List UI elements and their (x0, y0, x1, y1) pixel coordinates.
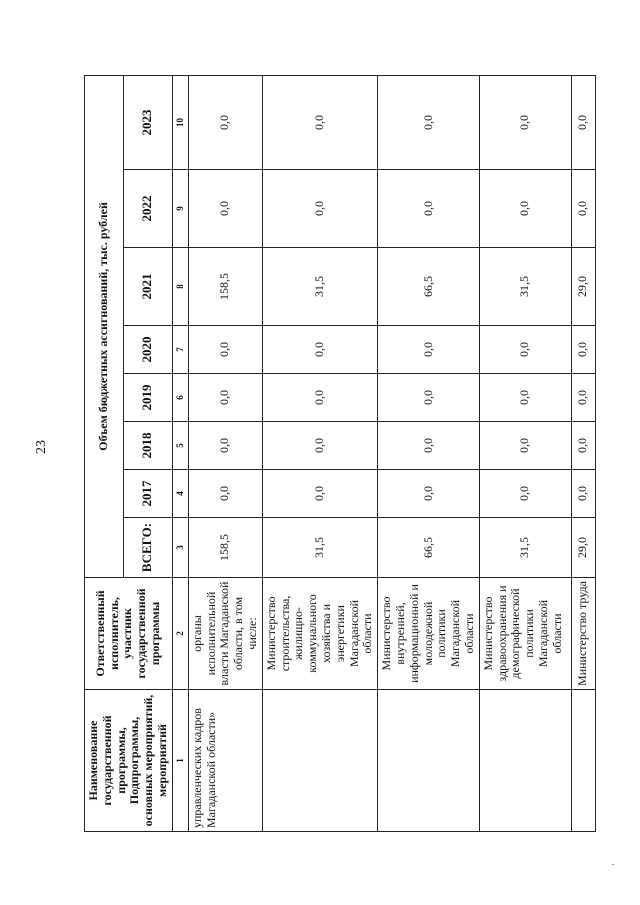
column-number-cell: 4 (172, 470, 188, 518)
column-number-cell: 6 (172, 374, 188, 422)
row-value-cell: 0,0 (571, 170, 595, 248)
column-number-cell: 1 (172, 690, 188, 832)
row-value-cell: 0,0 (479, 170, 571, 248)
row-value-cell: 158,5 (188, 248, 262, 326)
row-value-cell: 0,0 (479, 326, 571, 374)
row-value-cell: 0,0 (571, 326, 595, 374)
table-row (188, 75, 262, 831)
column-number-cell: 3 (172, 518, 188, 578)
row-value-cell: 0,0 (378, 326, 480, 374)
row-executor-cell: Министерство здравоохранения и демографической политики Магаданской области (479, 578, 571, 690)
row-value-cell: 0,0 (571, 422, 595, 470)
table-row (479, 75, 571, 831)
row-value-cell: 0,0 (262, 422, 377, 470)
budget-table (84, 75, 596, 832)
page-number: 23 (34, 440, 49, 454)
table-row (571, 75, 595, 831)
row-name-cell (571, 690, 595, 832)
row-name-cell: управленческих кадров Магаданской области» (188, 690, 262, 832)
row-value-cell: 31,5 (479, 248, 571, 326)
row-value-cell: 0,0 (479, 422, 571, 470)
row-value-cell: 0,0 (188, 470, 262, 518)
row-value-cell: 0,0 (571, 374, 595, 422)
row-value-cell: 31,5 (262, 248, 377, 326)
header-year-cell: 2018 (124, 422, 173, 470)
table-row (262, 75, 377, 831)
table-row (378, 75, 480, 831)
header-year-cell: 2020 (124, 326, 173, 374)
row-value-cell: 0,0 (378, 374, 480, 422)
row-value-cell: 0,0 (262, 374, 377, 422)
row-value-cell: 66,5 (378, 248, 480, 326)
header-executor-cell: Ответственный исполнитель, участник государственной программы (85, 578, 173, 690)
row-value-cell: 0,0 (378, 75, 480, 169)
rotated-table-container (84, 76, 590, 832)
header-year-cell: 2023 (124, 75, 173, 169)
row-name-cell (479, 690, 571, 832)
row-value-cell: 0,0 (571, 75, 595, 169)
row-value-cell: 0,0 (188, 422, 262, 470)
row-total-cell: 31,5 (262, 518, 377, 578)
column-number-cell: 2 (172, 578, 188, 690)
row-total-cell: 29,0 (571, 518, 595, 578)
column-number-cell: 5 (172, 422, 188, 470)
row-executor-cell: Министерство труда (571, 578, 595, 690)
header-year-cell: 2017 (124, 470, 173, 518)
row-value-cell: 0,0 (262, 75, 377, 169)
row-value-cell: 0,0 (188, 75, 262, 169)
row-value-cell: 0,0 (188, 170, 262, 248)
row-value-cell: 0,0 (262, 470, 377, 518)
header-year-cell: 2021 (124, 248, 173, 326)
row-value-cell: 0,0 (378, 422, 480, 470)
row-name-cell (262, 690, 377, 832)
row-value-cell: 0,0 (479, 470, 571, 518)
row-total-cell: 158,5 (188, 518, 262, 578)
row-executor-cell: органы исполнительной власти Магаданской области, в том числе: (188, 578, 262, 690)
header-year-cell: 2019 (124, 374, 173, 422)
column-number-cell: 8 (172, 248, 188, 326)
row-value-cell: 0,0 (479, 75, 571, 169)
row-value-cell: 0,0 (378, 170, 480, 248)
row-executor-cell: Министерство строительства, жилищно-коммунального хозяйства и энергетики Магаданской области (262, 578, 377, 690)
row-value-cell: 0,0 (188, 326, 262, 374)
row-value-cell: 0,0 (479, 374, 571, 422)
row-value-cell: 0,0 (188, 374, 262, 422)
row-total-cell: 31,5 (479, 518, 571, 578)
header-name-cell: Наименование государственной программы, Подпрограммы, основных мероприятий, мероприятий (85, 690, 173, 832)
column-number-cell: 7 (172, 326, 188, 374)
row-total-cell: 66,5 (378, 518, 480, 578)
row-value-cell: 29,0 (571, 248, 595, 326)
stray-mark: . (612, 857, 615, 867)
header-year-cell: 2022 (124, 170, 173, 248)
row-value-cell: 0,0 (378, 470, 480, 518)
row-executor-cell: Министерство внутренней, информационной и молодежной политики Магаданской области (378, 578, 480, 690)
row-name-cell (378, 690, 480, 832)
row-value-cell: 0,0 (571, 470, 595, 518)
header-total-cell: ВСЕГО: (124, 518, 173, 578)
row-value-cell: 0,0 (262, 170, 377, 248)
row-value-cell: 0,0 (262, 326, 377, 374)
column-number-cell: 9 (172, 170, 188, 248)
column-number-cell: 10 (172, 75, 188, 169)
header-budget-cell: Объем бюджетных ассигнований, тыс. рублей (85, 75, 124, 577)
